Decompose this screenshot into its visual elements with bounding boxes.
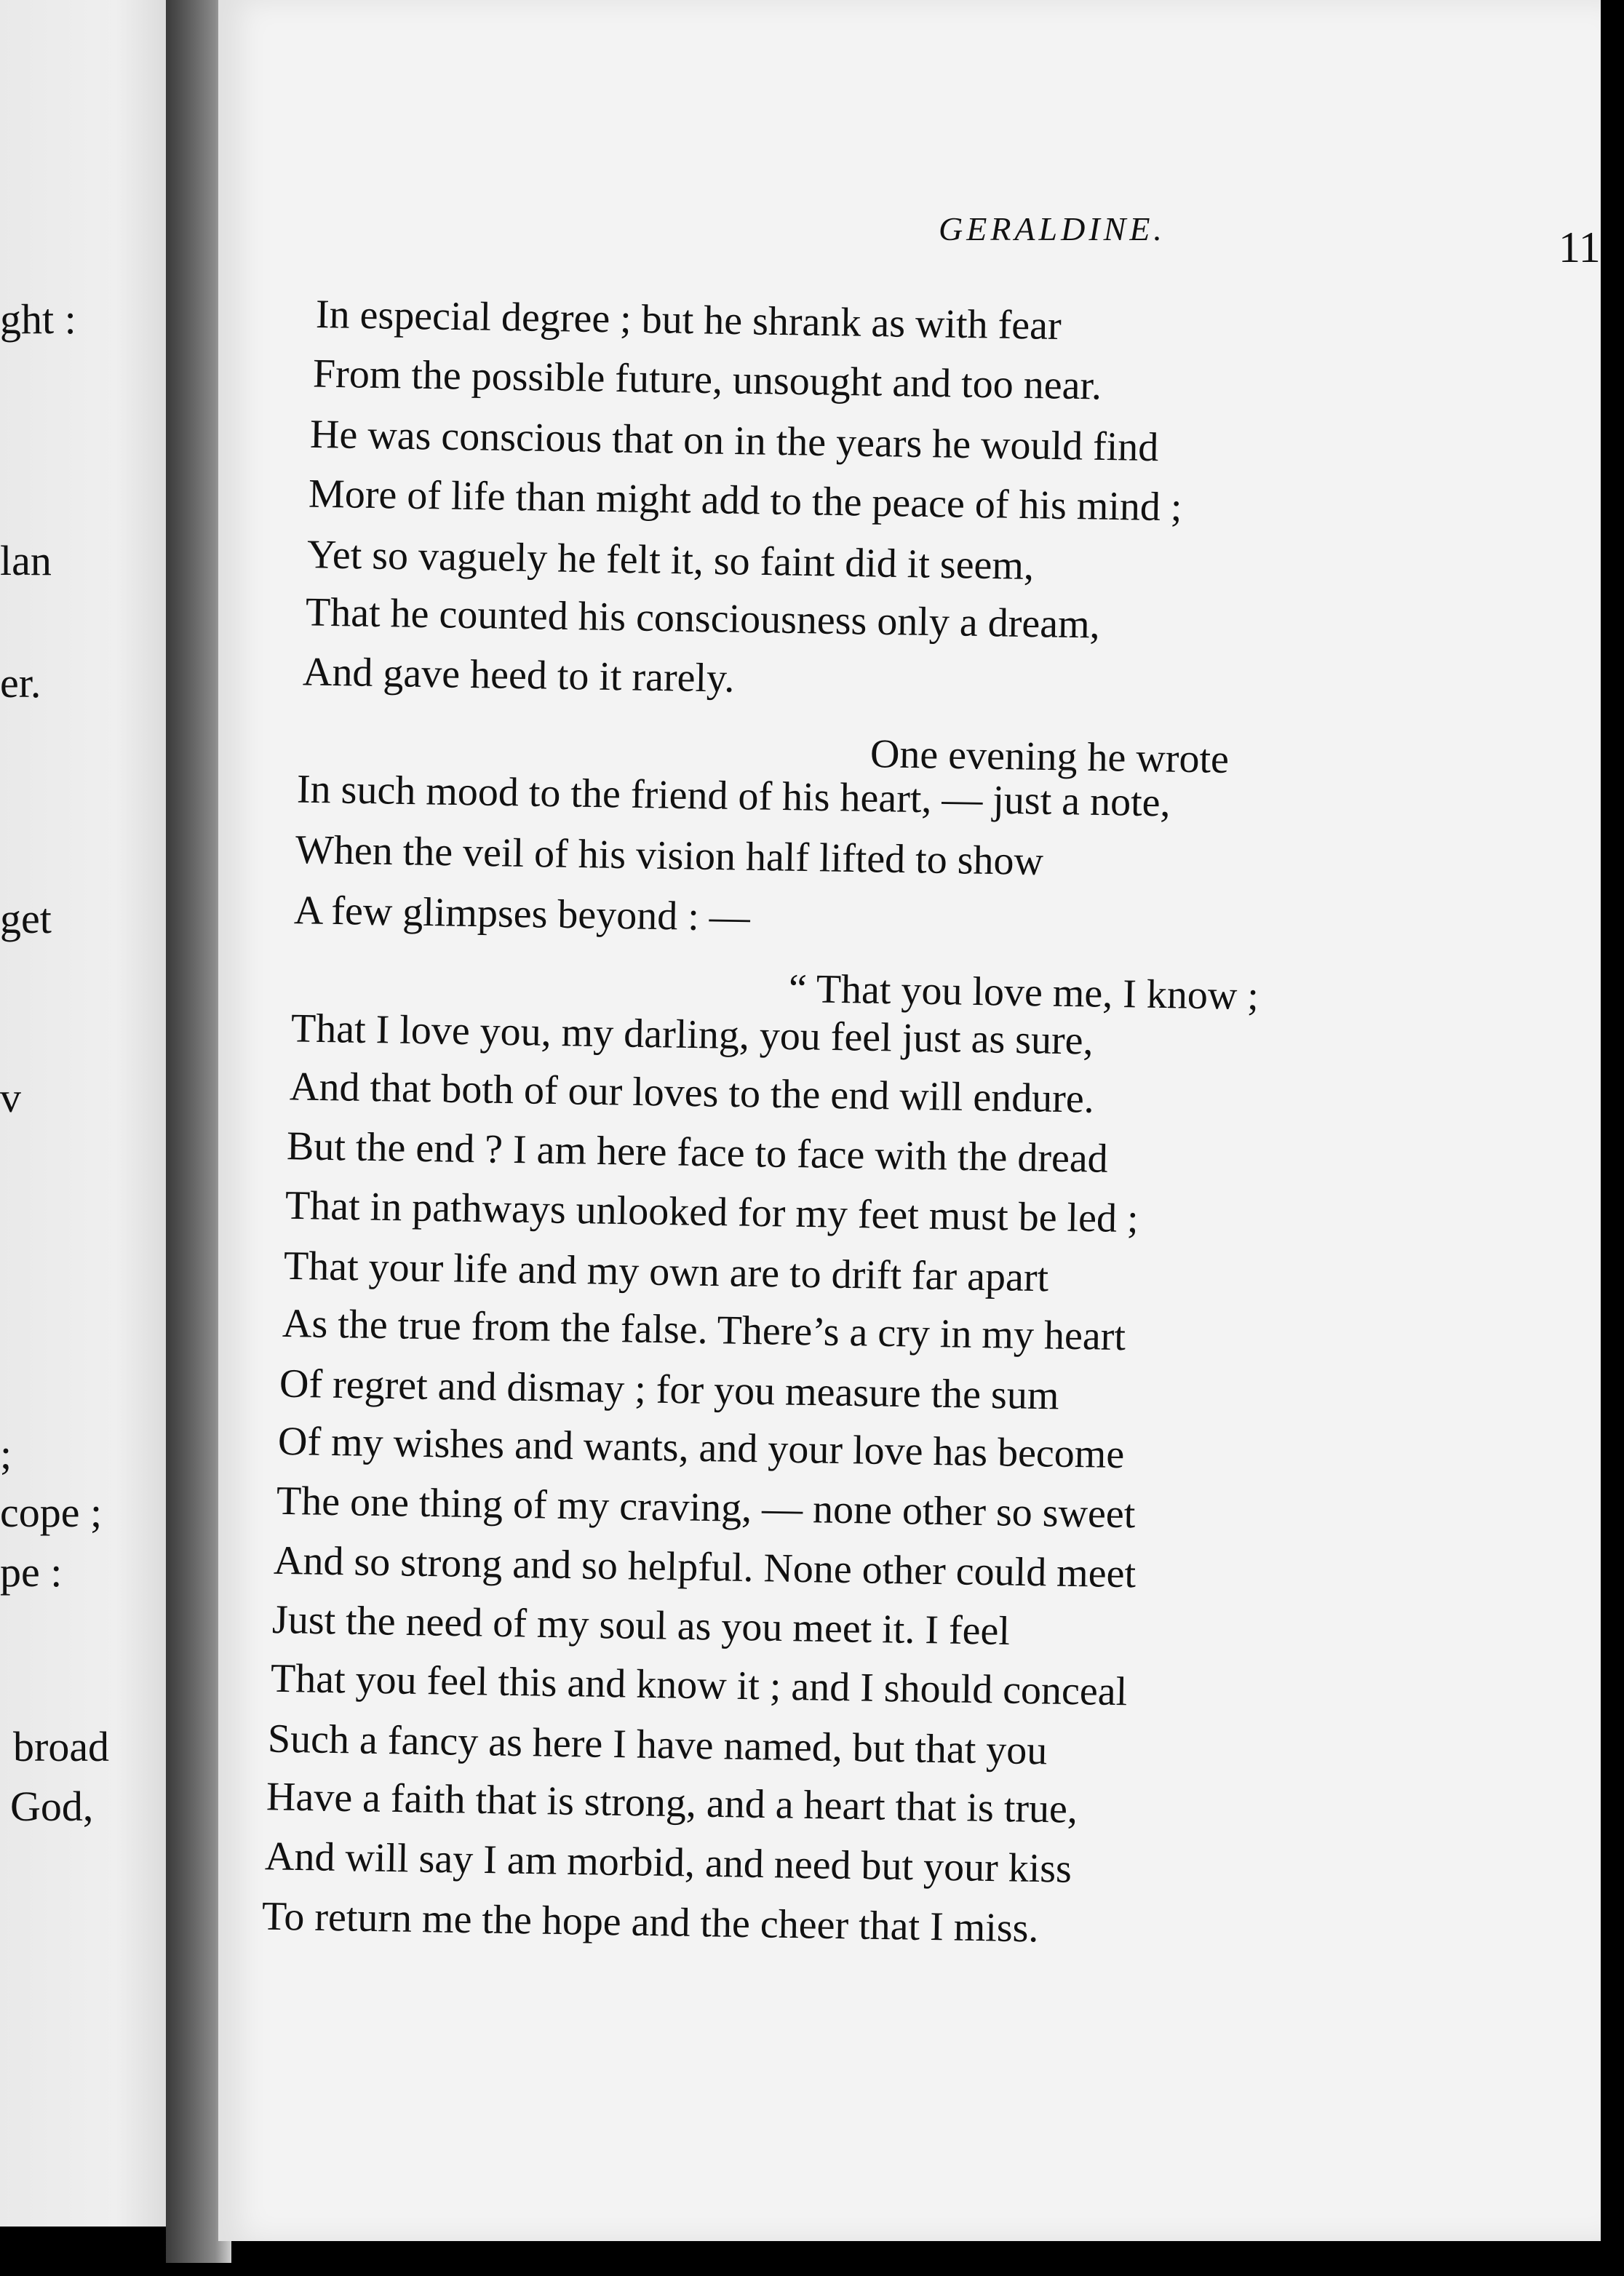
poem-line: To return me the hope and the cheer that I miss.	[261, 1893, 1039, 1951]
page-number: 11	[1559, 223, 1601, 271]
poem-line: One evening he wrote	[869, 731, 1230, 782]
poem-line: But the end ? I am here face to face with the dread	[286, 1123, 1109, 1182]
poem-line: And will say I am morbid, and need but your kiss	[264, 1834, 1072, 1892]
poem-line: A few glimpses beyond : —	[293, 888, 751, 940]
poem-line: And that both of our loves to the end will endure.	[289, 1064, 1095, 1122]
poem-line: In especial degree ; but he shrank as with fear	[315, 291, 1062, 349]
left-page-fragment: ght :	[0, 295, 76, 343]
poem-line: Of my wishes and wants, and your love has become	[277, 1418, 1125, 1478]
poem-line: Of regret and dismay ; for you measure the sum	[279, 1361, 1059, 1419]
left-page-fragment: broad	[13, 1723, 110, 1770]
left-page-fragment: er.	[0, 659, 41, 707]
poem-line: Have a faith that is strong, and a heart that is true,	[266, 1774, 1078, 1832]
poem-line: Yet so vaguely he felt it, so faint did it seem,	[306, 532, 1035, 589]
right-page	[218, 0, 1601, 2241]
poem-line: In such mood to the friend of his heart, — just a note,	[296, 766, 1171, 826]
poem-line: Just the need of my soul as you meet it. I feel	[271, 1597, 1011, 1654]
poem-line: More of life than might add to the peace of his mind ;	[308, 471, 1183, 530]
poem-line: That he counted his consciousness only a dream,	[305, 589, 1101, 648]
poem-line: He was conscious that on in the years he would find	[309, 411, 1159, 471]
running-head: GERALDINE.	[939, 210, 1166, 247]
poem-line: That your life and my own are to drift far apart	[283, 1243, 1049, 1301]
poem-line: As the true from the false. There’s a cry in my heart	[282, 1300, 1126, 1360]
left-page-fragment: God,	[10, 1783, 94, 1830]
left-page-fragment: v	[0, 1074, 21, 1121]
left-page-fragment: ;	[0, 1431, 12, 1478]
left-page-fragment: lan	[0, 537, 52, 584]
poem-line: And so strong and so helpful. None other could meet	[273, 1537, 1137, 1597]
left-page-fragment: pe :	[0, 1548, 63, 1596]
left-page-fragment: get	[0, 895, 52, 942]
poem-line: From the possible future, unsought and too near.	[312, 351, 1102, 409]
poem-line: And gave heed to it rarely.	[302, 649, 735, 701]
left-page-fragment: cope ;	[0, 1489, 103, 1536]
left-facing-page	[0, 0, 166, 2227]
poem-line: That in pathways unlooked for my feet must be led ;	[284, 1182, 1139, 1242]
poem-line: Such a fancy as here I have named, but that you	[267, 1716, 1048, 1774]
poem-line: “ That you love me, I know ;	[788, 966, 1259, 1019]
poem-line: When the veil of his vision half lifted to show	[295, 827, 1044, 885]
poem-line: That I love you, my darling, you feel just as sure,	[290, 1006, 1094, 1064]
poem-line: The one thing of my craving, — none other so sweet	[276, 1478, 1136, 1537]
poem-line: That you feel this and know it ; and I should conceal	[270, 1655, 1128, 1715]
